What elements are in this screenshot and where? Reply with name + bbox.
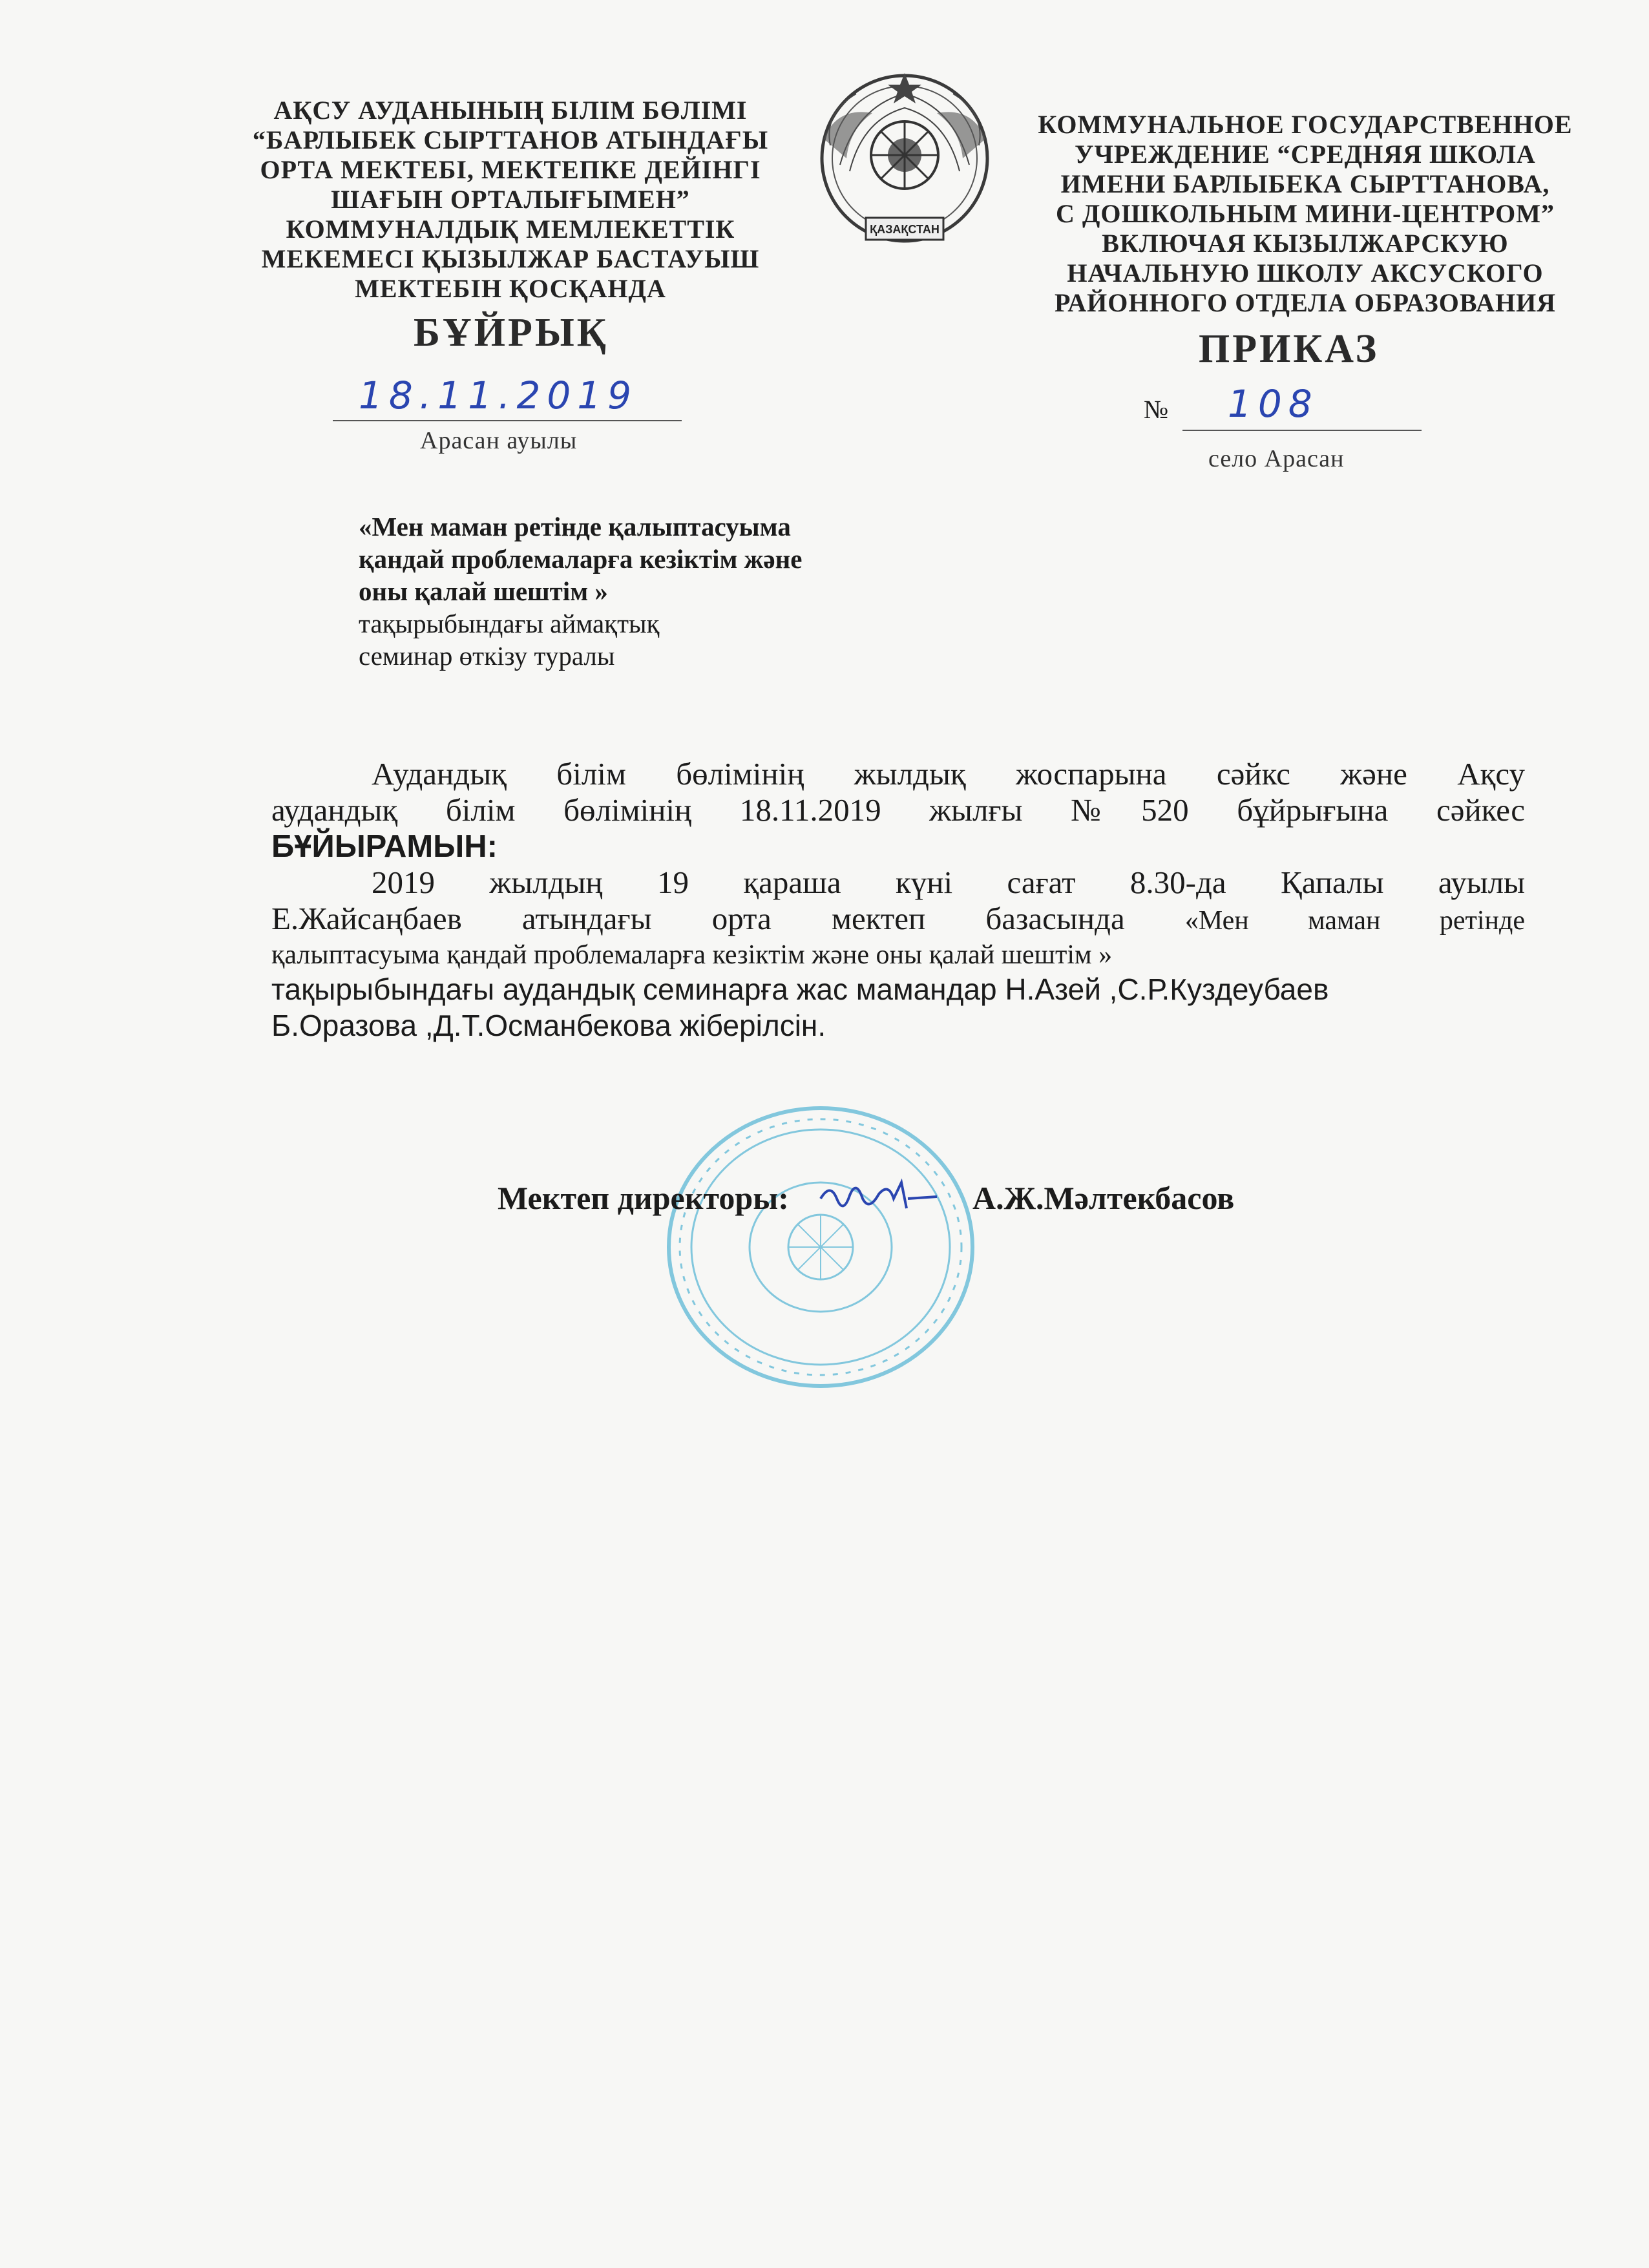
director-role: Мектеп директоры: [498, 1180, 789, 1216]
header-ru-line: КОММУНАЛЬНОЕ ГОСУДАРСТВЕННОЕ [1038, 110, 1573, 139]
state-emblem [811, 68, 998, 262]
body-p1-line1: Аудандық білім бөлімінің жылдық жоспарына сәйкс және Ақсу [372, 756, 1525, 792]
emblem-banner-text: ҚАЗАҚСТАН [870, 223, 940, 236]
header-ru-line: С ДОШКОЛЬНЫМ МИНИ-ЦЕНТРОМ” [1055, 199, 1555, 228]
place-ru: село Арасан [1208, 445, 1345, 472]
doc-type-ru: ПРИКАЗ [1199, 327, 1380, 371]
body-p2-line2-part-a: Е.Жайсаңбаев атындағы орта мектеп базасында [271, 901, 1125, 936]
topic-bold-line: қандай проблемаларға кезіктім және [359, 544, 803, 574]
director-name: А.Ж.Мәлтекбасов [972, 1180, 1235, 1216]
header-kz-line: “БАРЛЫБЕК СЫРТТАНОВ АТЫНДАҒЫ [252, 125, 769, 154]
header-ru [1021, 110, 1590, 318]
body-p1-line2: аудандық білім бөлімінің 18.11.2019 жылғы №520 бұйрығына сәйкес [271, 792, 1525, 828]
body-p2-line1: 2019 жылдың 19 қараша күні сағат 8.30-да Қапалы ауылы [372, 865, 1525, 900]
body-p2-line4: тақырыбындағы аудандық семинарға жас мамандар Н.Азей ,С.Р.Куздеубаев [271, 972, 1329, 1006]
handwritten-signature [817, 1170, 940, 1221]
order-topic [359, 510, 940, 672]
header-ru-line: УЧРЕЖДЕНИЕ “СРЕДНЯЯ ШКОЛА [1075, 140, 1536, 169]
body-p2-line3: қалыптасуыма қандай проблемаларға кезіктім және оны қалай шештім » [271, 940, 1113, 970]
order-word: БҰЙЫРАМЫН: [271, 829, 498, 864]
topic-line: тақырыбындағы аймақтық [359, 609, 660, 638]
header-kz-line: МЕКЕМЕСІ ҚЫЗЫЛЖАР БАСТАУЫШ [261, 244, 760, 273]
order-body [271, 756, 1525, 1044]
header-ru-line: ИМЕНИ БАРЛЫБЕКА СЫРТТАНОВА, [1060, 169, 1550, 198]
state-emblem-icon [811, 68, 998, 262]
date-line [333, 373, 682, 421]
header-kz-line: ШАҒЫН ОРТАЛЫҒЫМЕН” [331, 185, 690, 214]
number-handwritten: 108 [1228, 382, 1319, 426]
body-p2-line5: Б.Оразова ,Д.Т.Османбекова жіберілсін. [271, 1009, 826, 1042]
signature-scribble-icon [817, 1170, 940, 1221]
body-p2-line2 [271, 901, 1525, 939]
topic-bold-line: «Мен маман ретінде қалыптасуыма [359, 512, 791, 541]
header-kz [239, 96, 782, 304]
number-line [1182, 382, 1422, 431]
header-kz-line: ОРТА МЕКТЕБІ, МЕКТЕПКЕ ДЕЙІНГІ [260, 155, 761, 184]
date-handwritten: 18.11.2019 [359, 373, 638, 417]
number-prefix: № [1144, 395, 1169, 424]
stamp-icon [659, 1098, 982, 1396]
doc-type-kz: БҰЙРЫҚ [414, 311, 609, 355]
body-p2-line2-part-b: «Мен маман ретінде [1184, 906, 1525, 936]
header-kz-line: АҚСУ АУДАНЫНЫҢ БІЛІМ БӨЛІМІ [273, 96, 748, 125]
topic-bold-line: оны қалай шештім » [359, 576, 608, 606]
header-ru-line: РАЙОННОГО ОТДЕЛА ОБРАЗОВАНИЯ [1054, 288, 1557, 317]
topic-line: семинар өткізу туралы [359, 641, 615, 671]
official-stamp [659, 1098, 982, 1396]
place-kz: Арасан ауылы [420, 427, 578, 454]
header-ru-line: ВКЛЮЧАЯ КЫЗЫЛЖАРСКУЮ [1102, 229, 1509, 258]
header-kz-line: МЕКТЕБІН ҚОСҚАНДА [355, 274, 666, 303]
header-kz-line: КОММУНАЛДЫҚ МЕМЛЕКЕТТІК [286, 215, 735, 244]
header-ru-line: НАЧАЛЬНУЮ ШКОЛУ АКСУСКОГО [1067, 258, 1544, 288]
